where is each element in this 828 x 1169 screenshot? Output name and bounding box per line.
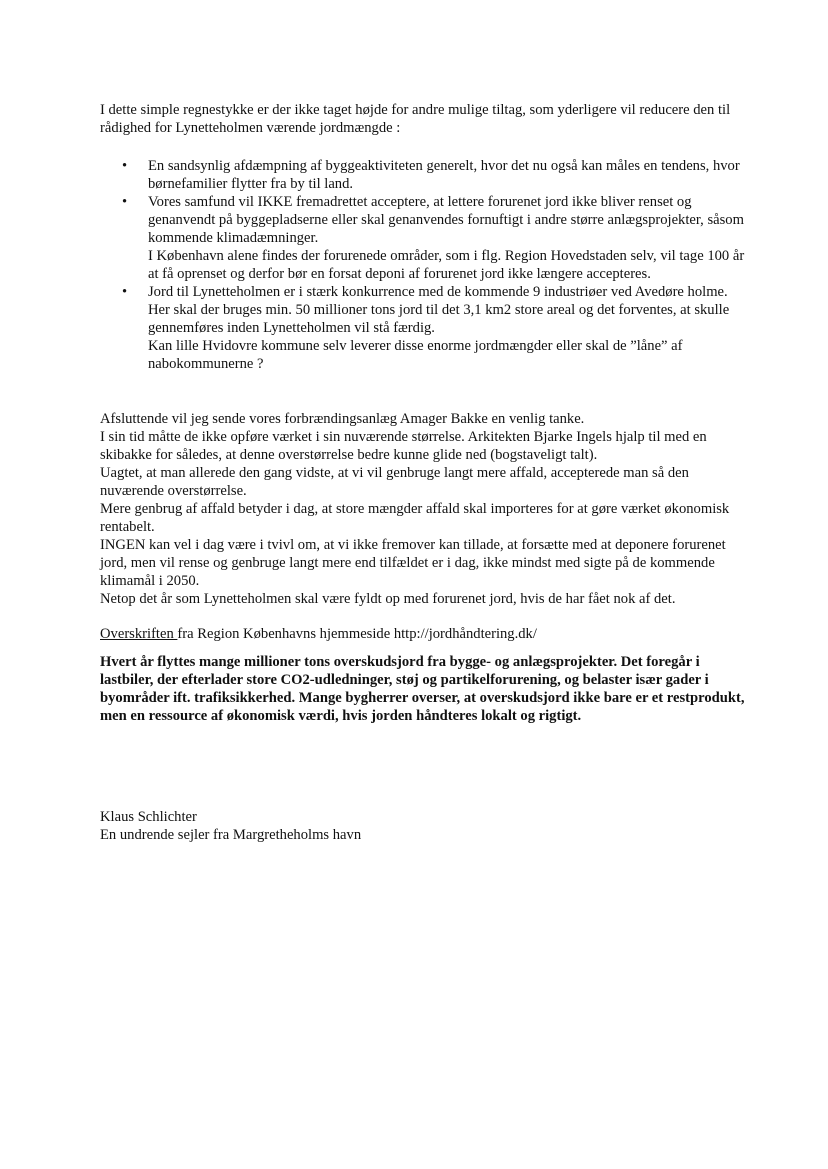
list-item [100,283,750,373]
closing-line: Afsluttende vil jeg sende vores forbrændingsanlæg Amager Bakke en venlig tanke. [100,411,585,427]
bullet-list [100,157,750,373]
bullet-text: Vores samfund vil IKKE fremadrettet acceptere, at lettere forurenet jord ikke bliver renset og genanvendt på byggepladserne eller skal genanvendes fornuftigt i andre større anlægsprojekter, såsom kommende klimadæmninger. [148,194,744,246]
closing-line: I sin tid måtte de ikke opføre værket i sin nuværende størrelse. Arkitekten Bjarke Ingels hjalp til med en skibakke for således, at denne overstørrelse bedre kunne glide ned (bogstaveligt talt). [100,429,707,463]
closing-line: Netop det år som Lynetteholmen skal være fyldt op med forurenet jord, hvis de har fået nok af det. [100,591,676,607]
signature-tagline: En undrende sejler fra Margretheholms havn [100,827,362,843]
bullet-icon: • [122,284,128,300]
closing-section [100,410,750,608]
list-item [100,157,750,193]
bullet-continuation: I København alene findes der forurenede områder, som i flg. Region Hovedstaden selv, vil tage 100 år at få oprenset og derfor bør en forsat deponi af forurenet jord ikke længere accepteres. [148,248,745,282]
source-link[interactable]: Overskriften [100,626,178,642]
bullet-continuation: Kan lille Hvidovre kommune selv leverer disse enorme jordmængder eller skal de ”låne” af nabokommunerne ? [148,338,683,372]
source-text: fra Region Københavns hjemmeside http://jordhåndtering.dk/ [177,626,537,642]
list-item [100,193,750,283]
bullet-icon: • [122,158,128,174]
signature-block [100,808,750,844]
bullet-icon: • [122,194,128,210]
closing-line: Uagtet, at man allerede den gang vidste, at vi vil genbruge langt mere affald, accepterede man så den nuværende overstørrelse. [100,465,689,499]
document-page [100,101,750,844]
closing-line: Mere genbrug af affald betyder i dag, at store mængder affald skal importeres for at gøre værket økonomisk rentabelt. [100,501,730,535]
bullet-text: Jord til Lynetteholmen er i stærk konkurrence med de kommende 9 industriøer ved Avedøre holme. Her skal der bruges min. 50 millioner tons jord til det 3,1 km2 store areal og det forventes, at skulle gennemføres inden Lynetteholmen vil stå færdig. [148,284,730,336]
source-line [100,625,750,643]
signature-name: Klaus Schlichter [100,809,197,825]
bullet-text: En sandsynlig afdæmpning af byggeaktiviteten generelt, hvor det nu også kan måles en tendens, hvor børnefamilier flytter fra by til land. [148,158,740,192]
intro-paragraph: I dette simple regnestykke er der ikke taget højde for andre mulige tiltag, som yderligere vil reducere den til rådighed for Lynetteholmen værende jordmængde : [100,102,731,136]
quoted-excerpt: Hvert år flyttes mange millioner tons overskudsjord fra bygge- og anlægsprojekter. Det foregår i lastbiler, der efterlader store CO2-udledninger, støj og partikelforurening, og belaster især gader i byområder ift. trafiksikkerhed. Mange bygherrer overser, at overskudsjord ikke bare er et restprodukt, men en ressource af økonomisk værdi, hvis jorden håndteres lokalt og rigtigt. [100,654,745,724]
closing-line: INGEN kan vel i dag være i tvivl om, at vi ikke fremover kan tillade, at forsætte med at deponere forurenet jord, men vil rense og genbruge langt mere end tilfældet er i dag, ikke mindst med sigte på de kommende klimamål i 2050. [100,537,726,589]
